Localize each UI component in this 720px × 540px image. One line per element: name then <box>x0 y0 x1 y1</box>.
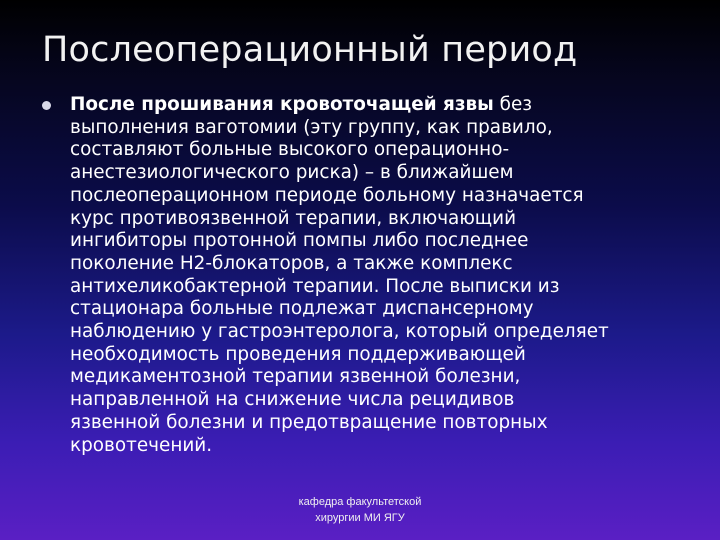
bullet-line-2: выполнения ваготомии (эту группу, как правило, <box>70 116 553 138</box>
bullet-line-9: антихеликобактерной терапии. После выписки из <box>70 275 560 297</box>
bullet-line-7: ингибиторы протонной помпы либо последнее <box>70 230 529 252</box>
bullet-line-5: послеоперационном периоде больному назначается <box>70 184 584 206</box>
bullet-dot-icon <box>42 101 51 110</box>
bullet-line-11: наблюдению у гастроэнтеролога, который определяет <box>70 321 609 343</box>
bullet-line-4: анестезиологического риска) – в ближайшем <box>70 162 514 184</box>
bullet-line-1-rest: без <box>493 94 533 115</box>
bullet-line-15: язвенной болезни и предотвращение повторных <box>70 411 548 433</box>
bullet-bold-lead: После прошивания кровоточащей язвы <box>70 94 494 115</box>
footer-line-1: кафедра факультетской <box>298 496 422 508</box>
bullet-line-3: составляют больные высокого операционно- <box>70 139 510 161</box>
bullet-line-1 <box>70 94 692 117</box>
bullet-item <box>42 94 692 457</box>
slide-footer <box>260 494 460 526</box>
bullet-line-10: стационара больные подлежат диспансерному <box>70 298 534 320</box>
footer-line-2: хирургии МИ ЯГУ <box>315 512 405 524</box>
bullet-line-14: направленной на снижение числа рецидивов <box>70 389 515 411</box>
slide-title: Послеоперационный период <box>42 30 578 70</box>
bullet-text <box>70 94 692 457</box>
bullet-line-13: медикаментозной терапии язвенной болезни, <box>70 366 521 388</box>
bullet-line-16: кровотечений. <box>70 434 213 456</box>
bullet-line-8: поколение Н2-блокаторов, а также комплекс <box>70 252 513 274</box>
bullet-line-6: курс противоязвенной терапии, включающий <box>70 207 517 229</box>
bullet-line-12: необходимость проведения поддерживающей <box>70 343 526 365</box>
